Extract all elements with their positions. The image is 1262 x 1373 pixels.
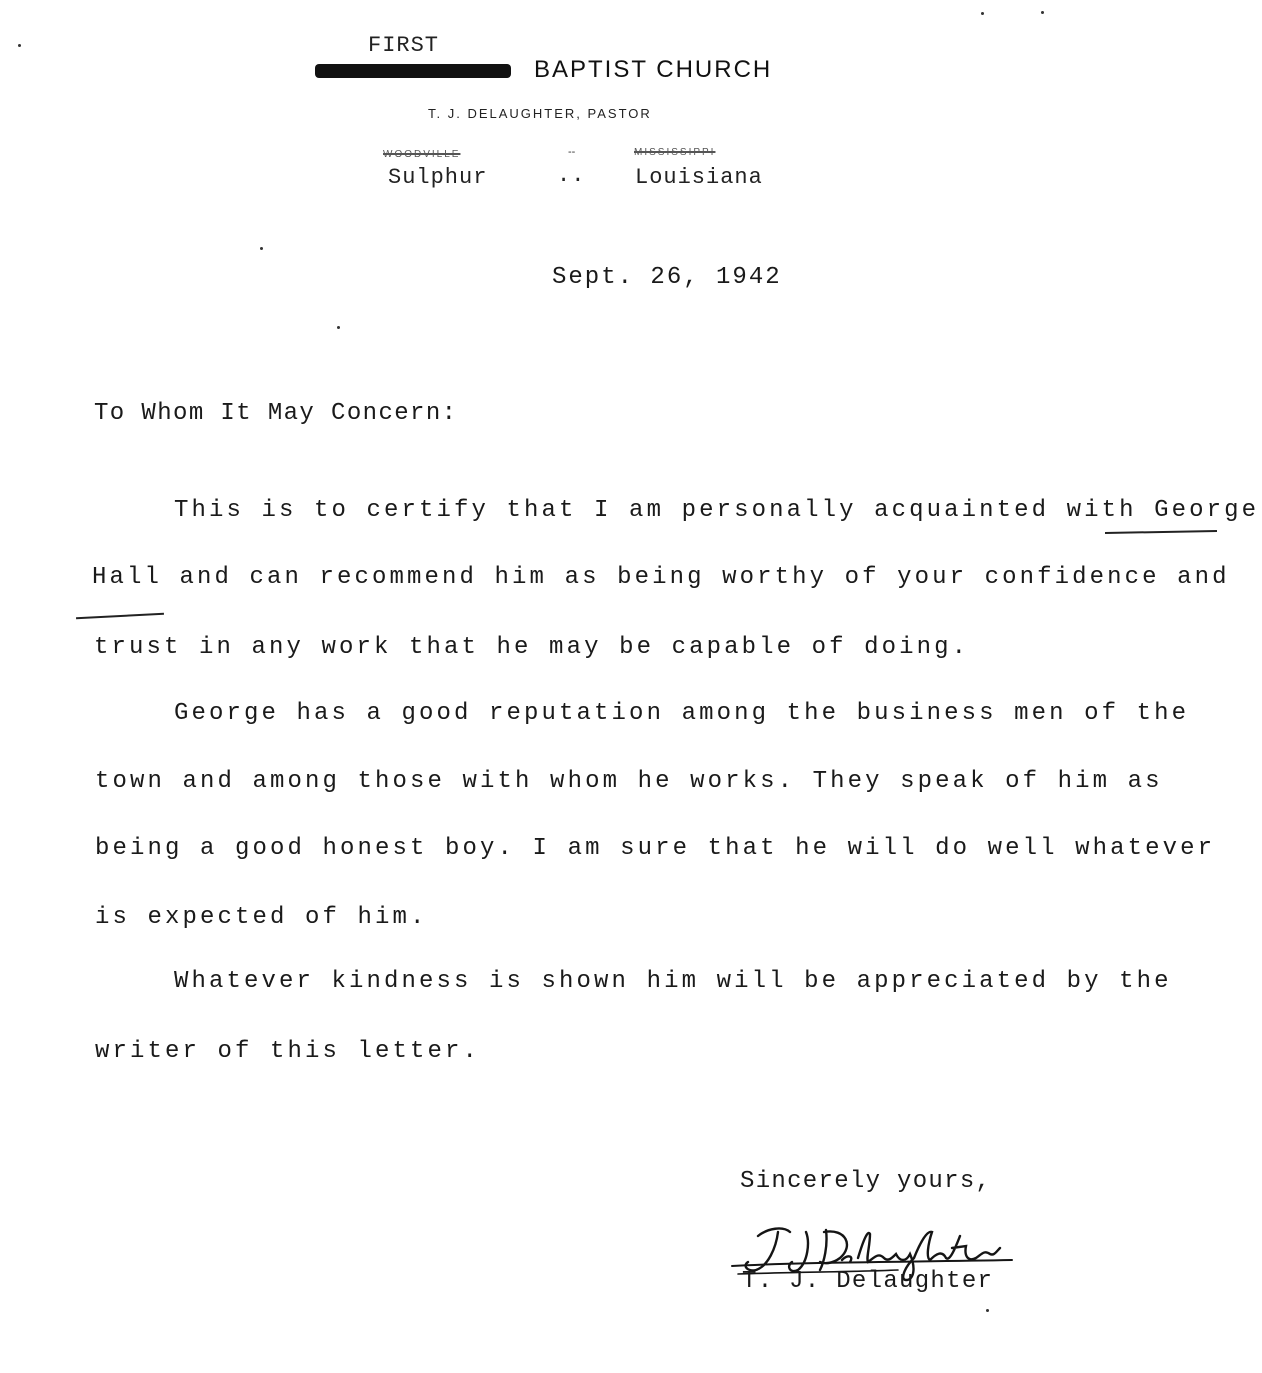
handwritten-underline-hall [76, 613, 164, 620]
letterhead-struck-state: MISSISSIPPI [634, 147, 716, 158]
letterhead-dash: -- [568, 146, 576, 158]
scan-speck [981, 12, 984, 15]
body-line: is expected of him. [95, 904, 428, 931]
letterhead-first: FIRST [368, 33, 440, 58]
scan-speck [1041, 11, 1044, 14]
body-line: Whatever kindness is shown him will be appreciated by the [174, 968, 1172, 995]
body-line: George has a good reputation among the business men of the [174, 700, 1190, 727]
letterhead-separator: .. [557, 163, 586, 188]
body-line: trust in any work that he may be capable of doing. [94, 634, 970, 661]
body-line: writer of this letter. [95, 1038, 481, 1065]
body-line: being a good honest boy. I am sure that he will do well whatever [95, 835, 1216, 862]
letterhead-redaction-blot [315, 64, 511, 78]
letterhead-state: Louisiana [635, 165, 763, 190]
salutation: To Whom It May Concern: [94, 400, 458, 427]
letterhead-city: Sulphur [388, 165, 488, 190]
letterhead-struck-city: WOODVILLE [383, 149, 461, 160]
scan-speck [260, 247, 263, 250]
handwritten-underline-george [1105, 530, 1217, 534]
letterhead-pastor: T. J. DELAUGHTER, PASTOR [428, 106, 652, 121]
signer-name: T. J. Delaughter [742, 1268, 994, 1295]
letter-date: Sept. 26, 1942 [552, 264, 782, 291]
body-line: This is to certify that I am personally acquainted with George [174, 497, 1260, 524]
scan-speck [337, 326, 340, 329]
scan-speck [986, 1309, 989, 1312]
closing: Sincerely yours, [740, 1168, 992, 1195]
letterhead-church-name: BAPTIST CHURCH [534, 56, 773, 83]
body-line: Hall and can recommend him as being worthy of your confidence and [92, 564, 1230, 591]
body-line: town and among those with whom he works. They speak of him as [95, 768, 1163, 795]
scan-speck [18, 44, 21, 47]
